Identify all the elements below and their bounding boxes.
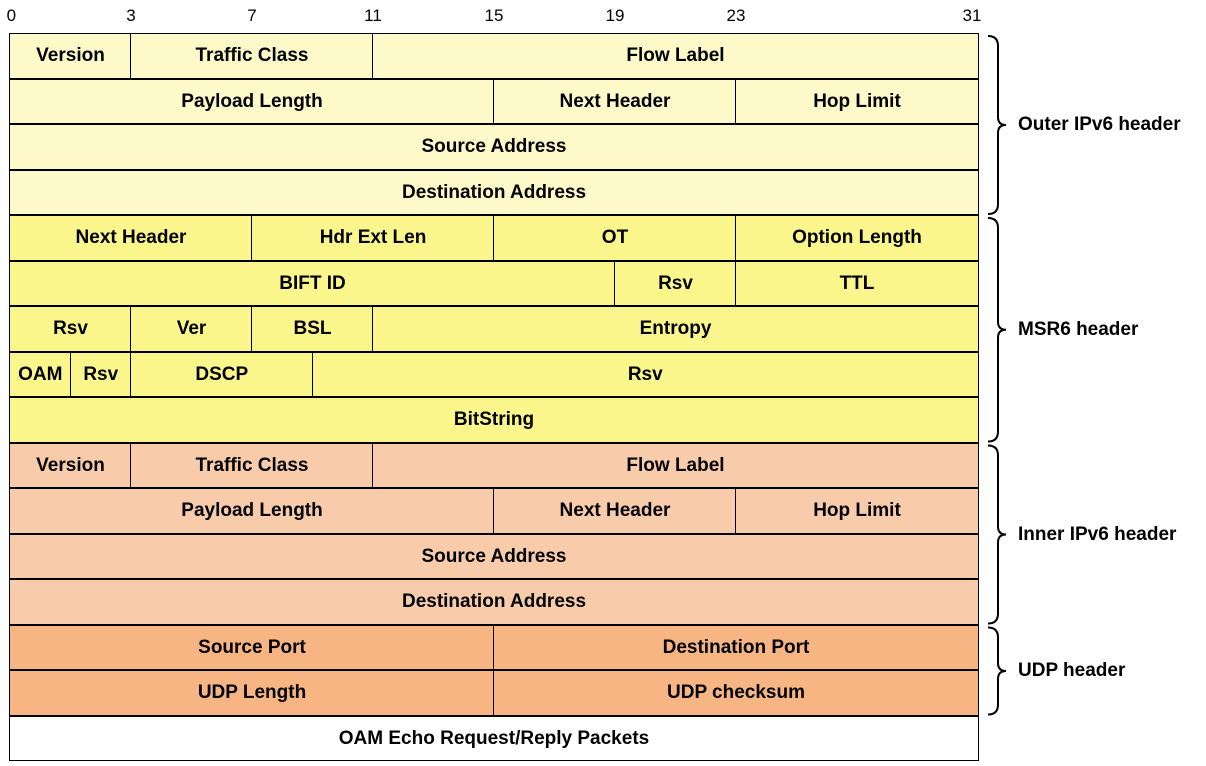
field-cell: Source Port (9, 625, 495, 671)
section-brace (988, 446, 1006, 624)
bit-tick-label: 3 (126, 6, 136, 25)
field-cell: Payload Length (9, 79, 495, 125)
section-label: UDP header (1018, 660, 1126, 681)
field-cell: BSL (251, 306, 374, 352)
field-cell: UDP Length (9, 670, 495, 716)
field-cell: Rsv (614, 261, 737, 307)
field-cell: Next Header (493, 79, 737, 125)
field-cell: Payload Length (9, 488, 495, 534)
field-cell: Source Address (9, 124, 979, 170)
field-cell: Destination Address (9, 170, 979, 216)
section-label: MSR6 header (1018, 318, 1139, 340)
bit-tick-label: 7 (247, 6, 257, 25)
field-cell: OAM (9, 352, 71, 398)
bit-tick-label: 0 (6, 6, 17, 25)
bit-tick-label: 15 (484, 6, 504, 25)
field-cell: OT (493, 215, 737, 261)
field-cell: Next Header (493, 488, 737, 534)
bit-tick-label: 19 (605, 6, 625, 25)
field-cell: Flow Label (372, 443, 979, 489)
field-cell: Rsv (70, 352, 132, 398)
bit-tick-label: 11 (364, 6, 382, 25)
field-cell: Hop Limit (735, 79, 979, 125)
field-cell: Source Address (9, 534, 979, 580)
field-cell: Version (9, 443, 132, 489)
field-cell: Traffic Class (130, 33, 374, 79)
field-cell: BitString (9, 397, 979, 443)
field-cell: Destination Address (9, 579, 979, 625)
field-cell: Entropy (372, 306, 979, 352)
field-cell: Destination Port (493, 625, 979, 671)
field-cell: Hop Limit (735, 488, 979, 534)
field-cell: Flow Label (372, 33, 979, 79)
bit-tick-label: 31 (962, 6, 982, 25)
bit-tick-label: 23 (726, 6, 746, 25)
section-label: Outer IPv6 header (1018, 114, 1181, 135)
section-brace (988, 628, 1006, 715)
field-cell: Option Length (735, 215, 979, 261)
section-brace (988, 218, 1006, 442)
field-cell: Next Header (9, 215, 253, 261)
field-cell: Rsv (9, 306, 132, 352)
field-cell: Version (9, 33, 132, 79)
field-cell: Ver (130, 306, 253, 352)
field-cell: Traffic Class (130, 443, 374, 489)
section-label: Inner IPv6 header (1018, 523, 1177, 545)
field-cell: OAM Echo Request/Reply Packets (9, 716, 979, 762)
field-cell: BIFT ID (9, 261, 616, 307)
field-cell: Rsv (312, 352, 979, 398)
section-brace (988, 36, 1006, 214)
field-cell: DSCP (130, 352, 313, 398)
field-cell: Hdr Ext Len (251, 215, 495, 261)
field-cell: UDP checksum (493, 670, 979, 716)
field-cell: TTL (735, 261, 979, 307)
